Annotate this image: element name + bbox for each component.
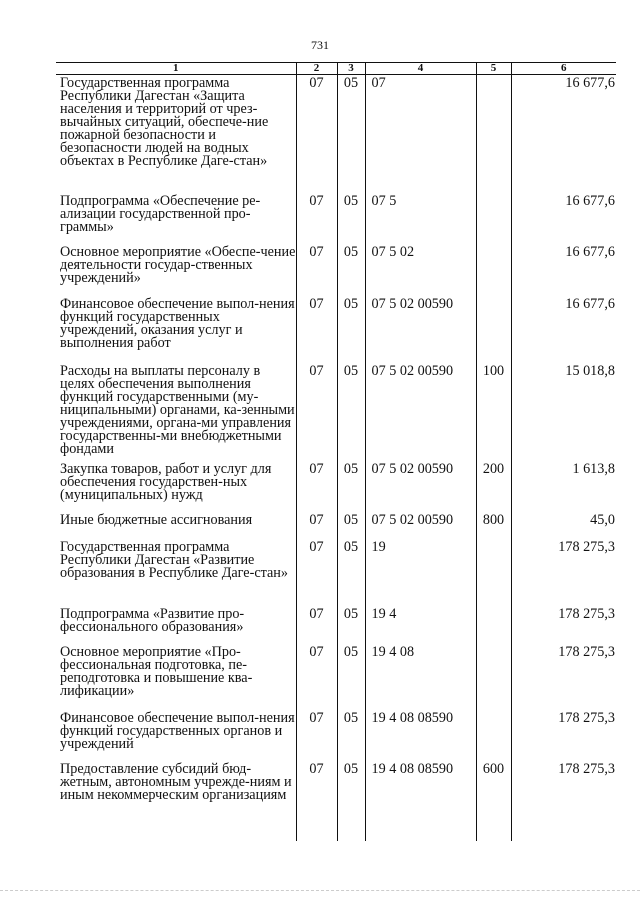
- target-article-cell: 07 5 02 00590: [365, 363, 476, 461]
- table-row: [56, 461, 616, 512]
- amount-cell: 178 275,3: [511, 539, 616, 606]
- table-row: [56, 761, 616, 841]
- section-cell: 07: [296, 761, 337, 841]
- row-name-cell: Основное мероприятие «Обеспе-чение деятельности государ-ственных учреждений»: [60, 243, 296, 286]
- subsection-cell: 05: [337, 539, 365, 606]
- subsection-cell: 05: [337, 512, 365, 539]
- subsection-cell: 05: [337, 761, 365, 841]
- row-name-cell: Подпрограмма «Обеспечение ре-ализации государственной про-граммы»: [60, 192, 261, 235]
- row-name-cell: Государственная программа Республики Дагестан «Развитие образования в Республике Даге-стан»: [60, 538, 288, 581]
- row-name-cell: Предоставление субсидий бюд-жетным, автономным учрежде-ниям и иным некоммерческим организациям: [60, 760, 292, 803]
- table-row: [56, 75, 616, 193]
- expense-type-cell: [476, 296, 511, 363]
- subsection-cell: 05: [337, 244, 365, 296]
- expense-type-cell: [476, 606, 511, 644]
- section-cell: 07: [296, 193, 337, 244]
- amount-cell: 178 275,3: [511, 644, 616, 710]
- subsection-cell: 05: [337, 363, 365, 461]
- expense-type-cell: 100: [476, 363, 511, 461]
- page-number: 731: [311, 38, 329, 52]
- column-header: 4: [365, 63, 476, 75]
- table-row: [56, 296, 616, 363]
- subsection-cell: 05: [337, 644, 365, 710]
- target-article-cell: 07 5 02 00590: [365, 512, 476, 539]
- table-row: [56, 512, 616, 539]
- target-article-cell: 07 5 02 00590: [365, 296, 476, 363]
- expense-type-cell: [476, 644, 511, 710]
- amount-cell: 178 275,3: [511, 710, 616, 761]
- target-article-cell: 07 5: [365, 193, 476, 244]
- section-cell: 07: [296, 363, 337, 461]
- section-cell: 07: [296, 606, 337, 644]
- row-name-cell: Закупка товаров, работ и услуг для обеспечения государствен-ных (муниципальных) нужд: [60, 460, 272, 503]
- section-cell: 07: [296, 710, 337, 761]
- section-cell: 07: [296, 644, 337, 710]
- target-article-cell: 19 4: [365, 606, 476, 644]
- amount-cell: 15 018,8: [511, 363, 616, 461]
- row-name-cell: Основное мероприятие «Про-фессиональная подготовка, пе-реподготовка и повышение ква-лификации»: [60, 643, 253, 699]
- expense-type-cell: 600: [476, 761, 511, 841]
- subsection-cell: 05: [337, 710, 365, 761]
- section-cell: 07: [296, 539, 337, 606]
- section-cell: 07: [296, 75, 337, 193]
- expense-type-cell: [476, 539, 511, 606]
- expense-type-cell: [476, 710, 511, 761]
- row-name-cell: Подпрограмма «Развитие про-фессионального образования»: [60, 605, 245, 635]
- table-row: [56, 244, 616, 296]
- expense-type-cell: 200: [476, 461, 511, 512]
- row-name-cell: Финансовое обеспечение выпол-нения функций государственных учреждений, оказания услуг и выполнения работ: [60, 295, 295, 351]
- section-cell: 07: [296, 461, 337, 512]
- expense-type-cell: [476, 193, 511, 244]
- row-name-cell: Иные бюджетные ассигнования: [60, 511, 253, 528]
- scan-edge-divider: [0, 890, 640, 891]
- table-row: [56, 193, 616, 244]
- amount-cell: 178 275,3: [511, 606, 616, 644]
- subsection-cell: 05: [337, 461, 365, 512]
- table-header-row: [56, 63, 616, 75]
- amount-cell: 16 677,6: [511, 296, 616, 363]
- section-cell: 07: [296, 296, 337, 363]
- subsection-cell: 05: [337, 75, 365, 193]
- table-row: [56, 606, 616, 644]
- amount-cell: 178 275,3: [511, 761, 616, 841]
- column-header: 2: [296, 63, 337, 75]
- subsection-cell: 05: [337, 296, 365, 363]
- column-header: 5: [476, 63, 511, 75]
- subsection-cell: 05: [337, 193, 365, 244]
- row-name-cell: Расходы на выплаты персоналу в целях обеспечения выполнения функций государственными (му-ниципальными) органами, ка-зенными учреждениями, органа-ми управления государственны-ми внебюджетными фондами: [60, 362, 295, 457]
- expense-type-cell: [476, 244, 511, 296]
- target-article-cell: 07 5 02 00590: [365, 461, 476, 512]
- target-article-cell: 07: [365, 75, 476, 193]
- target-article-cell: 19: [365, 539, 476, 606]
- table-row: [56, 363, 616, 461]
- expense-type-cell: [476, 75, 511, 193]
- amount-cell: 1 613,8: [511, 461, 616, 512]
- amount-cell: 16 677,6: [511, 75, 616, 193]
- amount-cell: 16 677,6: [511, 244, 616, 296]
- target-article-cell: 19 4 08: [365, 644, 476, 710]
- target-article-cell: 19 4 08 08590: [365, 710, 476, 761]
- column-header: 1: [56, 63, 296, 75]
- row-name-cell: Государственная программа Республики Дагестан «Защита населения и территорий от чрез-вычайных ситуаций, обеспече-ние пожарной безопасности и безопасности людей на водных объектах в Республике Даге-стан»: [60, 75, 269, 169]
- section-cell: 07: [296, 512, 337, 539]
- table-row: [56, 644, 616, 710]
- section-cell: 07: [296, 244, 337, 296]
- table-row: [56, 710, 616, 761]
- target-article-cell: 07 5 02: [365, 244, 476, 296]
- row-name-cell: Финансовое обеспечение выпол-нения функций государственных органов и учреждений: [60, 709, 295, 752]
- amount-cell: 45,0: [511, 512, 616, 539]
- amount-cell: 16 677,6: [511, 193, 616, 244]
- expense-type-cell: 800: [476, 512, 511, 539]
- column-header: 6: [511, 63, 616, 75]
- target-article-cell: 19 4 08 08590: [365, 761, 476, 841]
- budget-table: [56, 62, 616, 841]
- column-header: 3: [337, 63, 365, 75]
- table-row: [56, 539, 616, 606]
- subsection-cell: 05: [337, 606, 365, 644]
